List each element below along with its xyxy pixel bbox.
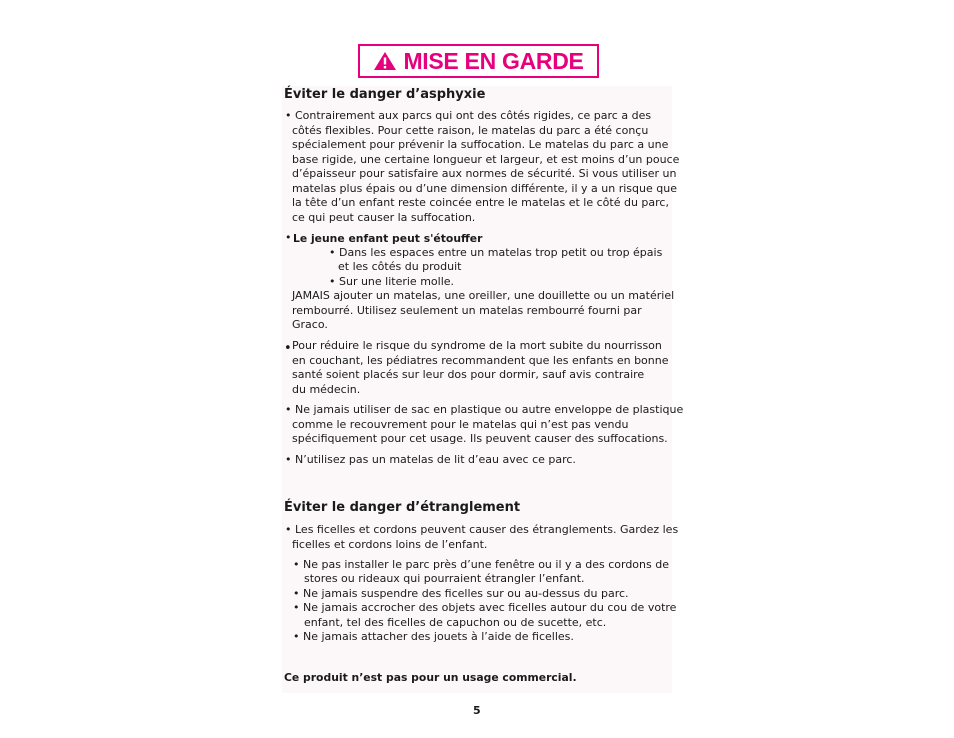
bullet-dot: • (284, 341, 292, 356)
paragraph-line: Graco. (292, 318, 328, 331)
paragraph-line: base rigide, une certaine longueur et largeur, et est moins d’un pouce (292, 152, 680, 166)
paragraph-line: • Contrairement aux parcs qui ont des côtés rigides, ce parc a des (285, 109, 652, 122)
sub-bullet: • Ne jamais accrocher des objets avec ficelles autour du cou de votre (293, 601, 677, 614)
paragraph-line: • N’utilisez pas un matelas de lit d’eau avec ce parc. (285, 453, 576, 466)
paragraph-line: Pour réduire le risque du syndrome de la mort subite du nourrisson (292, 339, 662, 352)
warning-banner (358, 44, 599, 78)
paragraph-line: du médecin. (292, 382, 361, 396)
sub-bullet: enfant, tel des ficelles de capuchon ou de sucette, etc. (304, 615, 607, 629)
paragraph-line: spécialement pour prévenir la suffocation. Le matelas du parc a une (292, 138, 669, 151)
paragraph-line: • Les ficelles et cordons peuvent causer des étranglements. Gardez les (285, 523, 679, 536)
sub-bullet: et les côtés du produit (338, 260, 462, 273)
paragraph-line: ce qui peut causer la suffocation. (292, 210, 476, 224)
paragraph-line: spécifiquement pour cet usage. Ils peuvent causer des suffocations. (292, 432, 668, 445)
paragraph-line: rembourré. Utilisez seulement un matelas rembourré fourni par (292, 303, 642, 317)
sub-bullet: • Ne jamais attacher des jouets à l’aide de ficelles. (293, 630, 574, 643)
bullet-dot: • (285, 231, 292, 244)
paragraph-line: côtés flexibles. Pour cette raison, le matelas du parc a été conçu (292, 123, 649, 137)
commercial-use-note: Ce produit n’est pas pour un usage commercial. (284, 671, 577, 684)
subheading-choking: Le jeune enfant peut s'étouffer (293, 232, 483, 245)
section-heading-asphyxia: Éviter le danger d’asphyxie (284, 87, 486, 102)
paragraph-line: • Ne jamais utiliser de sac en plastique ou autre enveloppe de plastique (285, 403, 684, 416)
sub-bullet: • Sur une literie molle. (329, 274, 455, 288)
paragraph-line: comme le recouvrement pour le matelas qui n’est pas vendu (292, 417, 629, 431)
sub-bullet: stores ou rideaux qui pourraient étrangler l’enfant. (304, 572, 585, 585)
warning-title: MISE EN GARDE (403, 47, 584, 74)
paragraph-line: d’épaisseur pour satisfaire aux normes de sécurité. Si vous utiliser un (292, 167, 677, 180)
paragraph-line: JAMAIS ajouter un matelas, une oreiller, une douillette ou un matériel (292, 289, 675, 302)
warning-triangle-icon (373, 51, 397, 71)
paragraph-line: en couchant, les pédiatres recommandent que les enfants en bonne (292, 353, 669, 367)
paragraph-line: santé soient placés sur leur dos pour dormir, sauf avis contraire (292, 368, 645, 381)
sub-bullet: • Ne pas installer le parc près d’une fenêtre ou il y a des cordons de (293, 557, 669, 571)
paragraph-line: ficelles et cordons loins de l’enfant. (292, 537, 488, 551)
paragraph-line: la tête d’un enfant reste coincée entre le matelas et le côté du parc, (292, 196, 669, 209)
sub-bullet: • Dans les espaces entre un matelas trop petit ou trop épais (329, 245, 663, 259)
page-number: 5 (473, 704, 481, 717)
section-heading-strangulation: Éviter le danger d’étranglement (284, 500, 521, 515)
paragraph-line: matelas plus épais ou d’une dimension différente, il y a un risque que (292, 181, 677, 195)
sub-bullet: • Ne jamais suspendre des ficelles sur ou au-dessus du parc. (293, 586, 629, 600)
